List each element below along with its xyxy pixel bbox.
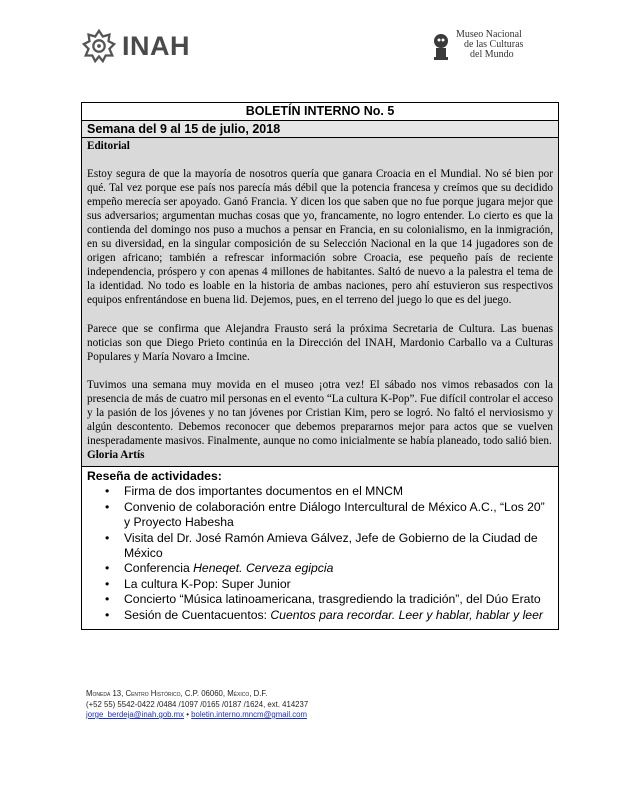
editorial-signature: Gloria Artís	[87, 448, 145, 461]
museo-logo-text	[456, 30, 523, 60]
activity-text: Visita del Dr. José Ramón Amieva Gálvez, Jefe de Gobierno de la Ciudad de México	[124, 530, 538, 560]
activities-section	[82, 467, 558, 629]
activity-text: Firma de dos importantes documentos en el MNCM	[124, 484, 404, 499]
activity-item	[124, 531, 553, 562]
footer-address: Moneda 13, Centro Histórico, C.P. 06060, México, D.F.	[86, 689, 268, 698]
editorial-paragraph: Parece que se confirma que Alejandra Frausto será la próxima Secretaria de Cultura. Las buenas noticias son que Diego Prieto continúa en la Dirección del INAH, Mardonio Carballo va a Culturas Populares y María Novaro a Imcine.	[87, 322, 553, 363]
email-link-berdeja[interactable]: jorge_berdeja@inah.gob.mx	[86, 710, 185, 719]
editorial-label: Editorial	[87, 140, 130, 152]
footer-separator: •	[184, 710, 192, 719]
inah-logo-text: INAH	[122, 30, 190, 61]
email-link-boletin[interactable]: boletin.interno.mncm@gmail.com	[191, 710, 307, 719]
activity-item	[124, 561, 553, 576]
museo-logo	[430, 30, 523, 62]
museo-line: del Mundo	[470, 49, 514, 60]
activity-text: Concierto “Música latinoamericana, trasgrediendo la tradición”, del Dúo Erato	[124, 592, 541, 607]
editorial-section	[82, 138, 558, 467]
activity-text: Conferencia	[124, 561, 194, 576]
activity-item	[124, 592, 553, 607]
activity-italic: Cuentos para recordar. Leer y hablar, hablar y leer	[270, 607, 543, 622]
activities-label: Reseña de actividades:	[87, 468, 222, 483]
activity-text: Sesión de Cuentacuentos:	[124, 607, 271, 622]
activity-item	[124, 577, 553, 592]
activity-item	[124, 484, 553, 499]
footer-phone: (+52 55) 5542-0422 /0484 /1097 /0165 /0187 /1624, ext. 414237	[86, 699, 309, 709]
activity-text: La cultura K-Pop: Super Junior	[124, 576, 291, 591]
footer-emails	[86, 710, 446, 721]
activity-italic: Heneqet. Cerveza egipcia	[193, 561, 334, 576]
bulletin-table	[81, 102, 559, 630]
activity-item	[124, 608, 553, 623]
museo-line: de las Culturas	[464, 39, 524, 50]
page-footer	[86, 689, 446, 721]
inah-emblem-icon	[80, 27, 118, 65]
activity-item	[124, 500, 553, 531]
page-header	[0, 0, 618, 100]
activities-list	[87, 484, 553, 623]
editorial-paragraph: Tuvimos una semana muy movida en el museo ¡otra vez! El sábado nos vimos rebasados con la presencia de más de cuatro mil personas en el evento “La cultura K-Pop”. Fue difícil controlar el acceso y la pasión de los jóvenes y no tan jóvenes por Cristian Kim, pero se logró. No faltó el nerviosismo y algún descontento. Debemos reconocer que debemos prepararnos mejor para actos que se vuelven inesperadamente masivos. Finalmente, aunque no como inicialmente se había planeado, todo salió bien.	[87, 378, 553, 447]
bulletin-week: Semana del 9 al 15 de julio, 2018	[82, 121, 558, 138]
bulletin-title: BOLETÍN INTERNO No. 5	[82, 103, 558, 121]
editorial-paragraph: Estoy segura de que la mayoría de nosotros quería que ganara Croacia en el Mundial. No sé bien por qué. Tal vez porque ese país nos parecía más débil que la potencia francesa y creímos que su decidido empeño merecía ser apoyado. Ganó Francia. Y dicen los que saben que no fue porque jugara mejor que sus adversarios; argumentan muchas cosas que yo, francamente, no logro entender. Lo cierto es que la contienda del domingo nos puso a muchos a pensar en Francia, en su colonialismo, en la inmigración, en su diversidad, en la singular composición de su Selección Nacional en la que 14 jugadores son de origen africano; también a refrescar información sobre Croacia, ese pequeño país de reciente independencia, próspero y con apenas 4 millones de habitantes. Saltó de nuevo a la palestra el tema de la identidad. No todo es loable en la historia de ambas naciones, pero ahí estuvieron sus respectivos equipos enfrentándose en buena lid. Dejemos, pues, en el terreno del juego lo que es del juego.	[87, 168, 553, 307]
museo-line: Museo Nacional	[456, 29, 522, 40]
museo-emblem-icon	[430, 32, 452, 62]
inah-logo	[80, 26, 190, 66]
activity-text: Convenio de colaboración entre Diálogo Intercultural de México A.C., “Los 20” y Proyecto Habesha	[124, 499, 545, 530]
